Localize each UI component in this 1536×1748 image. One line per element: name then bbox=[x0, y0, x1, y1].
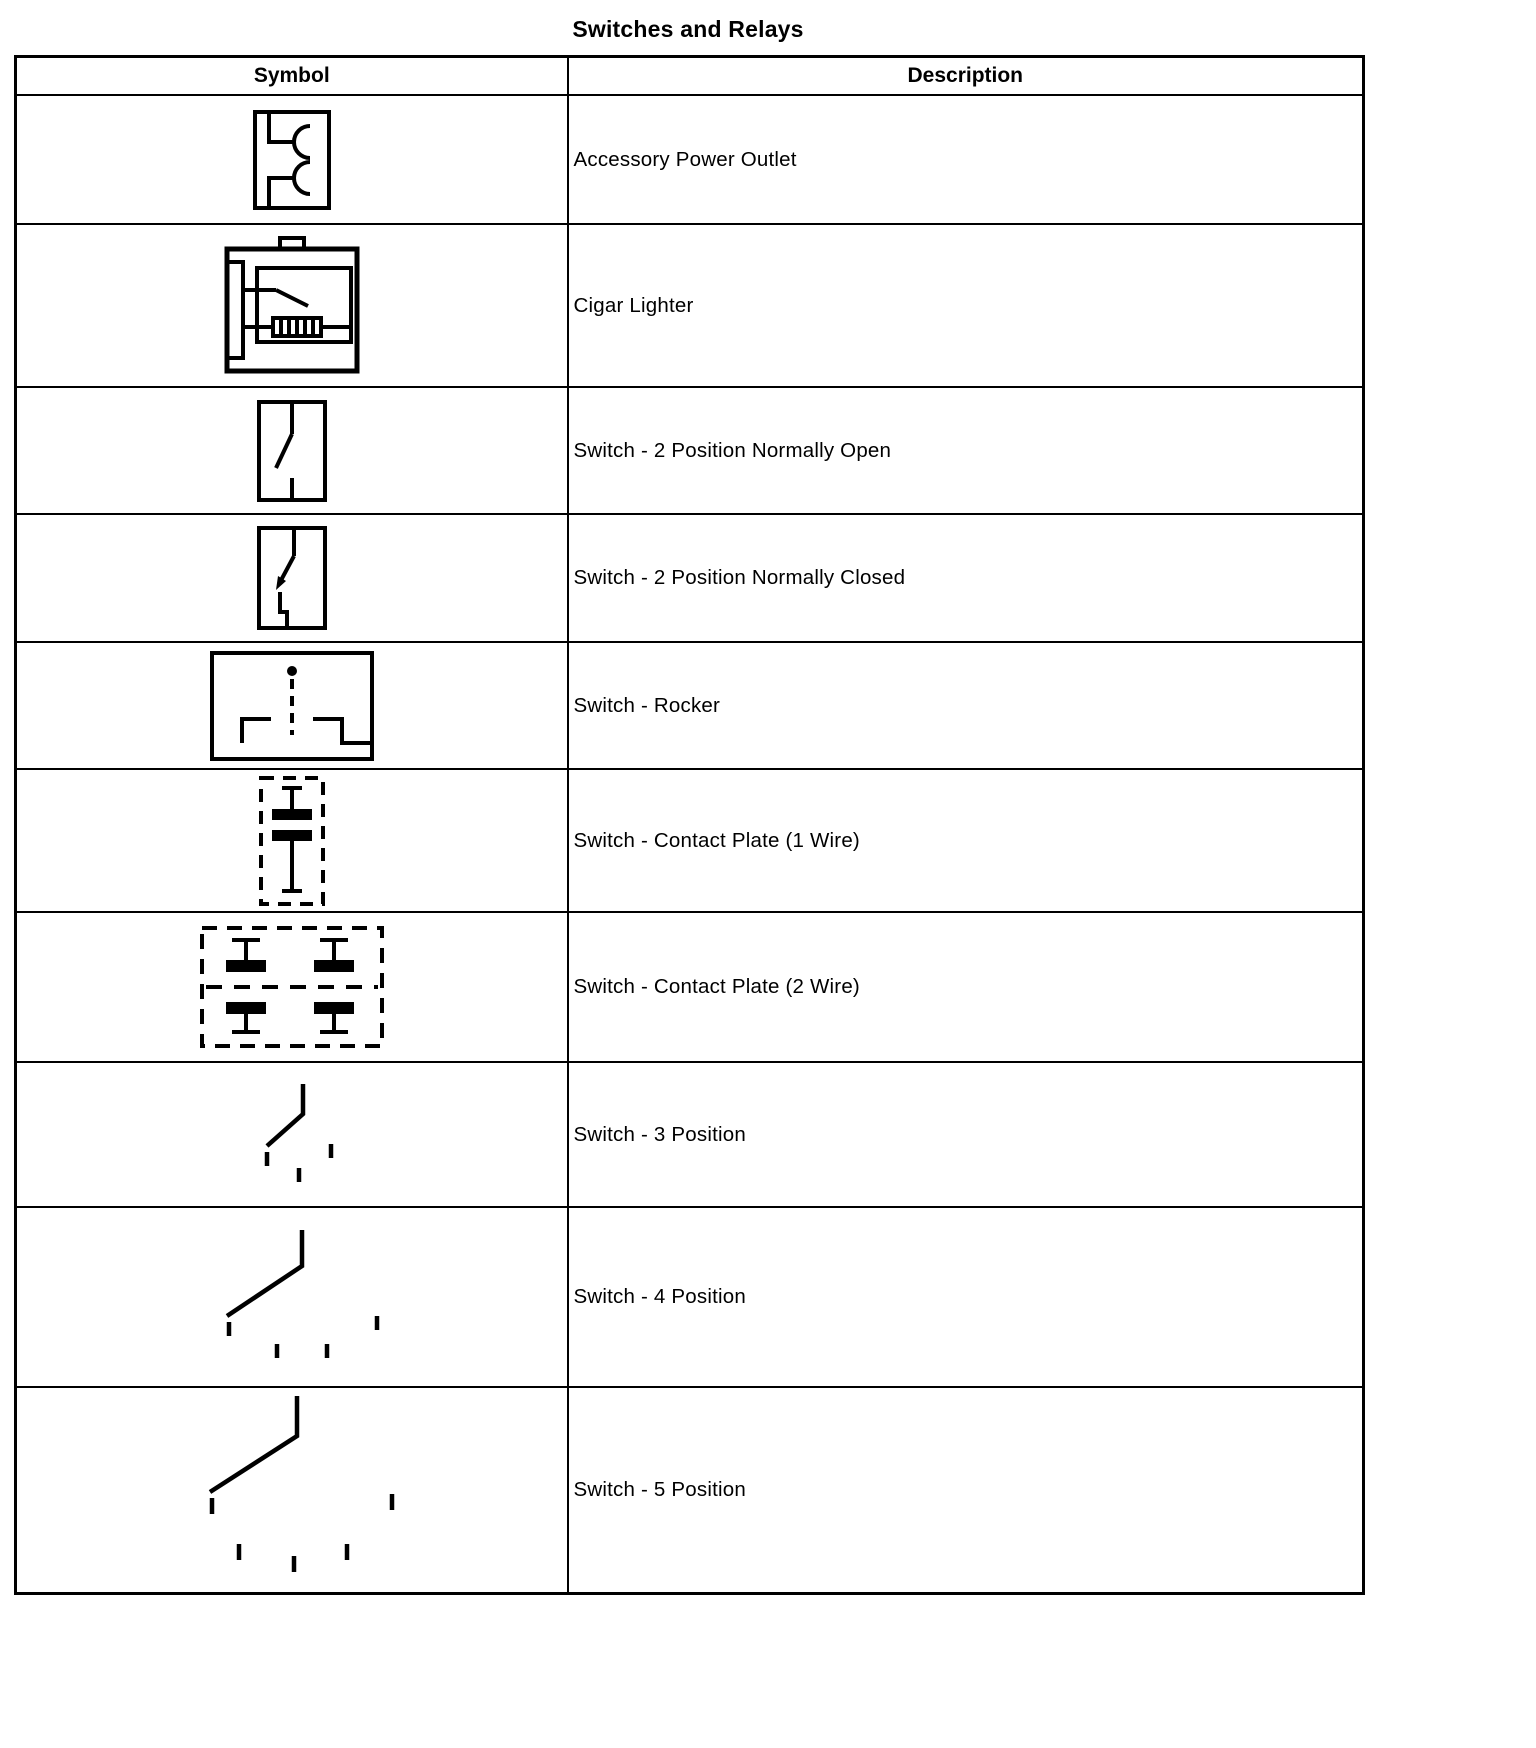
table-row bbox=[16, 387, 1364, 514]
switch-rocker-symbol bbox=[209, 651, 375, 761]
description-cell: Switch - 5 Position bbox=[568, 1387, 1364, 1593]
switch-2-position-normally-closed-symbol bbox=[256, 526, 328, 630]
description-cell: Switch - 4 Position bbox=[568, 1207, 1364, 1387]
table-row bbox=[16, 224, 1364, 387]
description-cell: Switch - Contact Plate (2 Wire) bbox=[568, 912, 1364, 1062]
table-row bbox=[16, 1062, 1364, 1207]
symbol-cell bbox=[16, 1207, 568, 1387]
symbol-cell bbox=[16, 95, 568, 224]
symbol-cell bbox=[16, 1387, 568, 1593]
header-row bbox=[16, 57, 1364, 96]
switch-contact-plate-1-wire-symbol bbox=[254, 773, 330, 909]
cigar-lighter-symbol bbox=[216, 232, 368, 380]
symbol-cell bbox=[16, 387, 568, 514]
symbol-cell bbox=[16, 224, 568, 387]
switch-4-position-symbol bbox=[202, 1228, 382, 1366]
table-row bbox=[16, 1207, 1364, 1387]
page-title: Switches and Relays bbox=[572, 16, 804, 42]
table-row bbox=[16, 769, 1364, 912]
description-cell: Cigar Lighter bbox=[568, 224, 1364, 387]
symbol-cell bbox=[16, 912, 568, 1062]
symbol-column-header: Symbol bbox=[16, 57, 568, 96]
description-cell: Accessory Power Outlet bbox=[568, 95, 1364, 224]
symbol-cell bbox=[16, 642, 568, 769]
symbol-cell bbox=[16, 514, 568, 642]
description-cell: Switch - 2 Position Normally Open bbox=[568, 387, 1364, 514]
switch-contact-plate-2-wire-symbol bbox=[197, 924, 387, 1050]
description-cell: Switch - 2 Position Normally Closed bbox=[568, 514, 1364, 642]
switch-3-position-symbol bbox=[237, 1082, 347, 1188]
switch-2-position-normally-open-symbol bbox=[256, 400, 328, 502]
description-cell: Switch - Rocker bbox=[568, 642, 1364, 769]
table-row bbox=[16, 642, 1364, 769]
table-row bbox=[16, 514, 1364, 642]
description-cell: Switch - Contact Plate (1 Wire) bbox=[568, 769, 1364, 912]
description-cell: Switch - 3 Position bbox=[568, 1062, 1364, 1207]
switch-5-position-symbol bbox=[182, 1394, 402, 1586]
switches-and-relays-table bbox=[14, 55, 1365, 1595]
description-column-header: Description bbox=[568, 57, 1364, 96]
symbol-cell bbox=[16, 769, 568, 912]
symbol-cell bbox=[16, 1062, 568, 1207]
accessory-power-outlet-symbol bbox=[252, 110, 332, 210]
table-header bbox=[16, 57, 1364, 96]
table-row bbox=[16, 1387, 1364, 1593]
table-row bbox=[16, 95, 1364, 224]
table-row bbox=[16, 912, 1364, 1062]
